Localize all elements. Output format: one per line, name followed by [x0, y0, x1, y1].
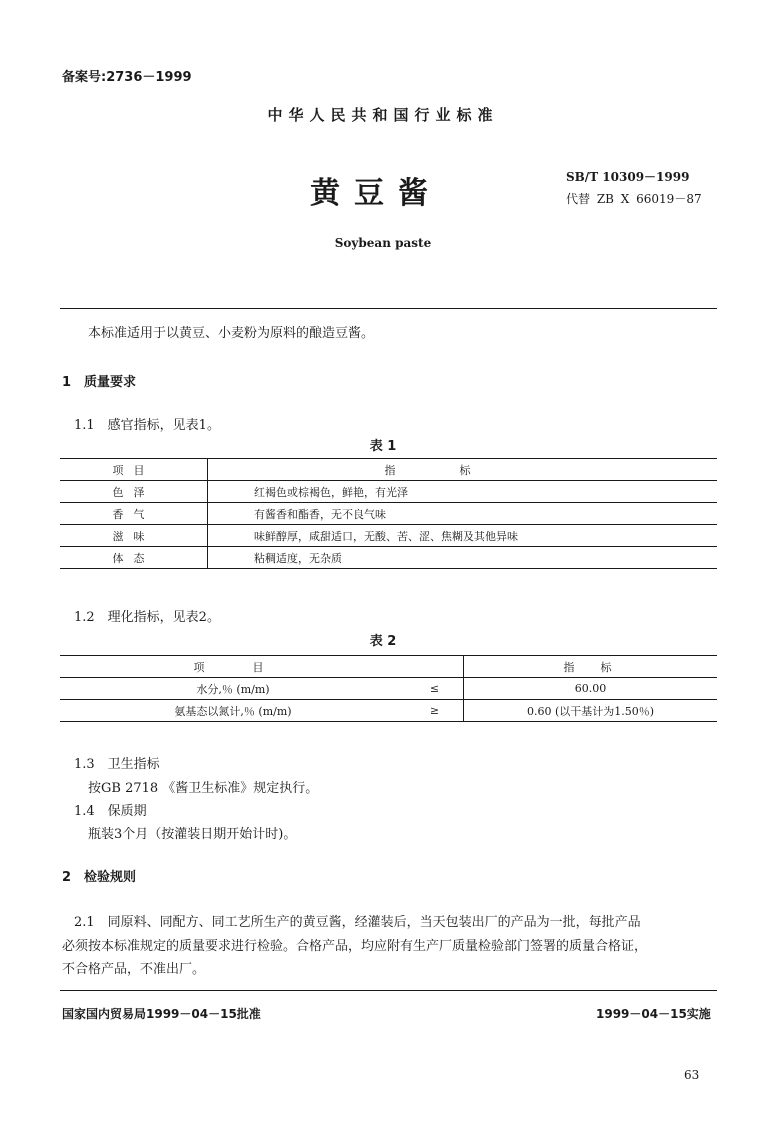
table-cell: 0.60 (以干基计为1.50％): [526, 704, 655, 718]
english-title: Soybean paste: [334, 236, 432, 250]
table-row: [60, 700, 717, 722]
section-2-heading: 2 检验规则: [62, 870, 137, 885]
table-2-physicochemical: [60, 655, 717, 722]
table-2-caption: 表 2: [369, 634, 397, 649]
table-row: [60, 459, 717, 481]
effective-date: 1999－04－15实施: [596, 1007, 711, 1021]
document-title: 黄豆酱: [310, 176, 442, 211]
table-cell: 红褐色或棕褐色，鲜艳，有光泽: [208, 481, 718, 503]
replaces-standard: 代替 ZB X 66019－87: [566, 192, 702, 206]
clause-1-2: 1.2 理化指标，见表2。: [74, 610, 220, 625]
table-row: [60, 525, 717, 547]
table-cell: 香气: [60, 503, 208, 525]
clause-1-3-text: 按GB 2718 《酱卫生标准》规定执行。: [88, 781, 319, 796]
table-cell: [406, 656, 464, 678]
table-header-cell: 指标: [208, 459, 718, 481]
industry-standard-heading: 中华人民共和国行业标准: [267, 106, 499, 124]
table-1-caption: 表 1: [369, 439, 397, 454]
table-1-sensory: [60, 458, 717, 569]
table-header-cell: 项目: [60, 656, 406, 678]
table-header-cell: 项目: [60, 459, 208, 481]
clause-1-4: 1.4 保质期: [74, 804, 147, 819]
table-row: [60, 678, 717, 700]
table-row: [60, 481, 717, 503]
standard-code: SB/T 10309－1999: [566, 170, 690, 184]
table-row: [60, 547, 717, 569]
clause-1-3: 1.3 卫生指标: [74, 757, 160, 772]
table-cell: 氨基态以氮计,％ (m/m): [174, 704, 292, 718]
table-cell: 粘稠适度，无杂质: [254, 551, 342, 565]
table-row: [60, 656, 717, 678]
table-cell: 色泽: [60, 481, 208, 503]
table-header-cell: 指标: [464, 656, 718, 678]
footer-divider: [60, 990, 717, 991]
page-number: 63: [684, 1068, 700, 1082]
record-number: 备案号:2736－1999: [62, 70, 192, 85]
scope-paragraph: 本标准适用于以黄豆、小麦粉为原料的酿造豆酱。: [88, 326, 375, 341]
table-cell: 体态: [60, 547, 208, 569]
clause-2-1-line-2: 必须按本标准规定的质量要求进行检验。合格产品，均应附有生产厂质量检验部门签署的质量合格证，: [62, 939, 648, 954]
table-cell: 水分,％ (m/m): [60, 678, 406, 700]
clause-1-1: 1.1 感官指标，见表1。: [74, 418, 220, 433]
clause-2-1-line-1: 2.1 同原料、同配方、同工艺所生产的黄豆酱，经灌装后，当天包装出厂的产品为一批，每批产品: [74, 915, 641, 930]
table-cell: 有酱香和酯香，无不良气味: [208, 503, 718, 525]
table-cell: ≤: [406, 678, 464, 700]
clause-1-4-text: 瓶装3个月（按灌装日期开始计时)。: [88, 827, 297, 842]
table-row: [60, 503, 717, 525]
clause-2-1-line-3: 不合格产品，不准出厂。: [62, 962, 206, 977]
section-1-heading: 1 质量要求: [62, 375, 137, 390]
header-divider: [60, 308, 717, 309]
table-cell: 60.00: [464, 678, 718, 700]
table-cell: 味鲜醇厚，咸甜适口，无酸、苦、涩、焦糊及其他异味: [208, 525, 718, 547]
approval-note: 国家国内贸易局1999－04－15批准: [62, 1007, 261, 1021]
table-cell: 滋味: [60, 525, 208, 547]
table-cell: ≥: [406, 700, 464, 722]
